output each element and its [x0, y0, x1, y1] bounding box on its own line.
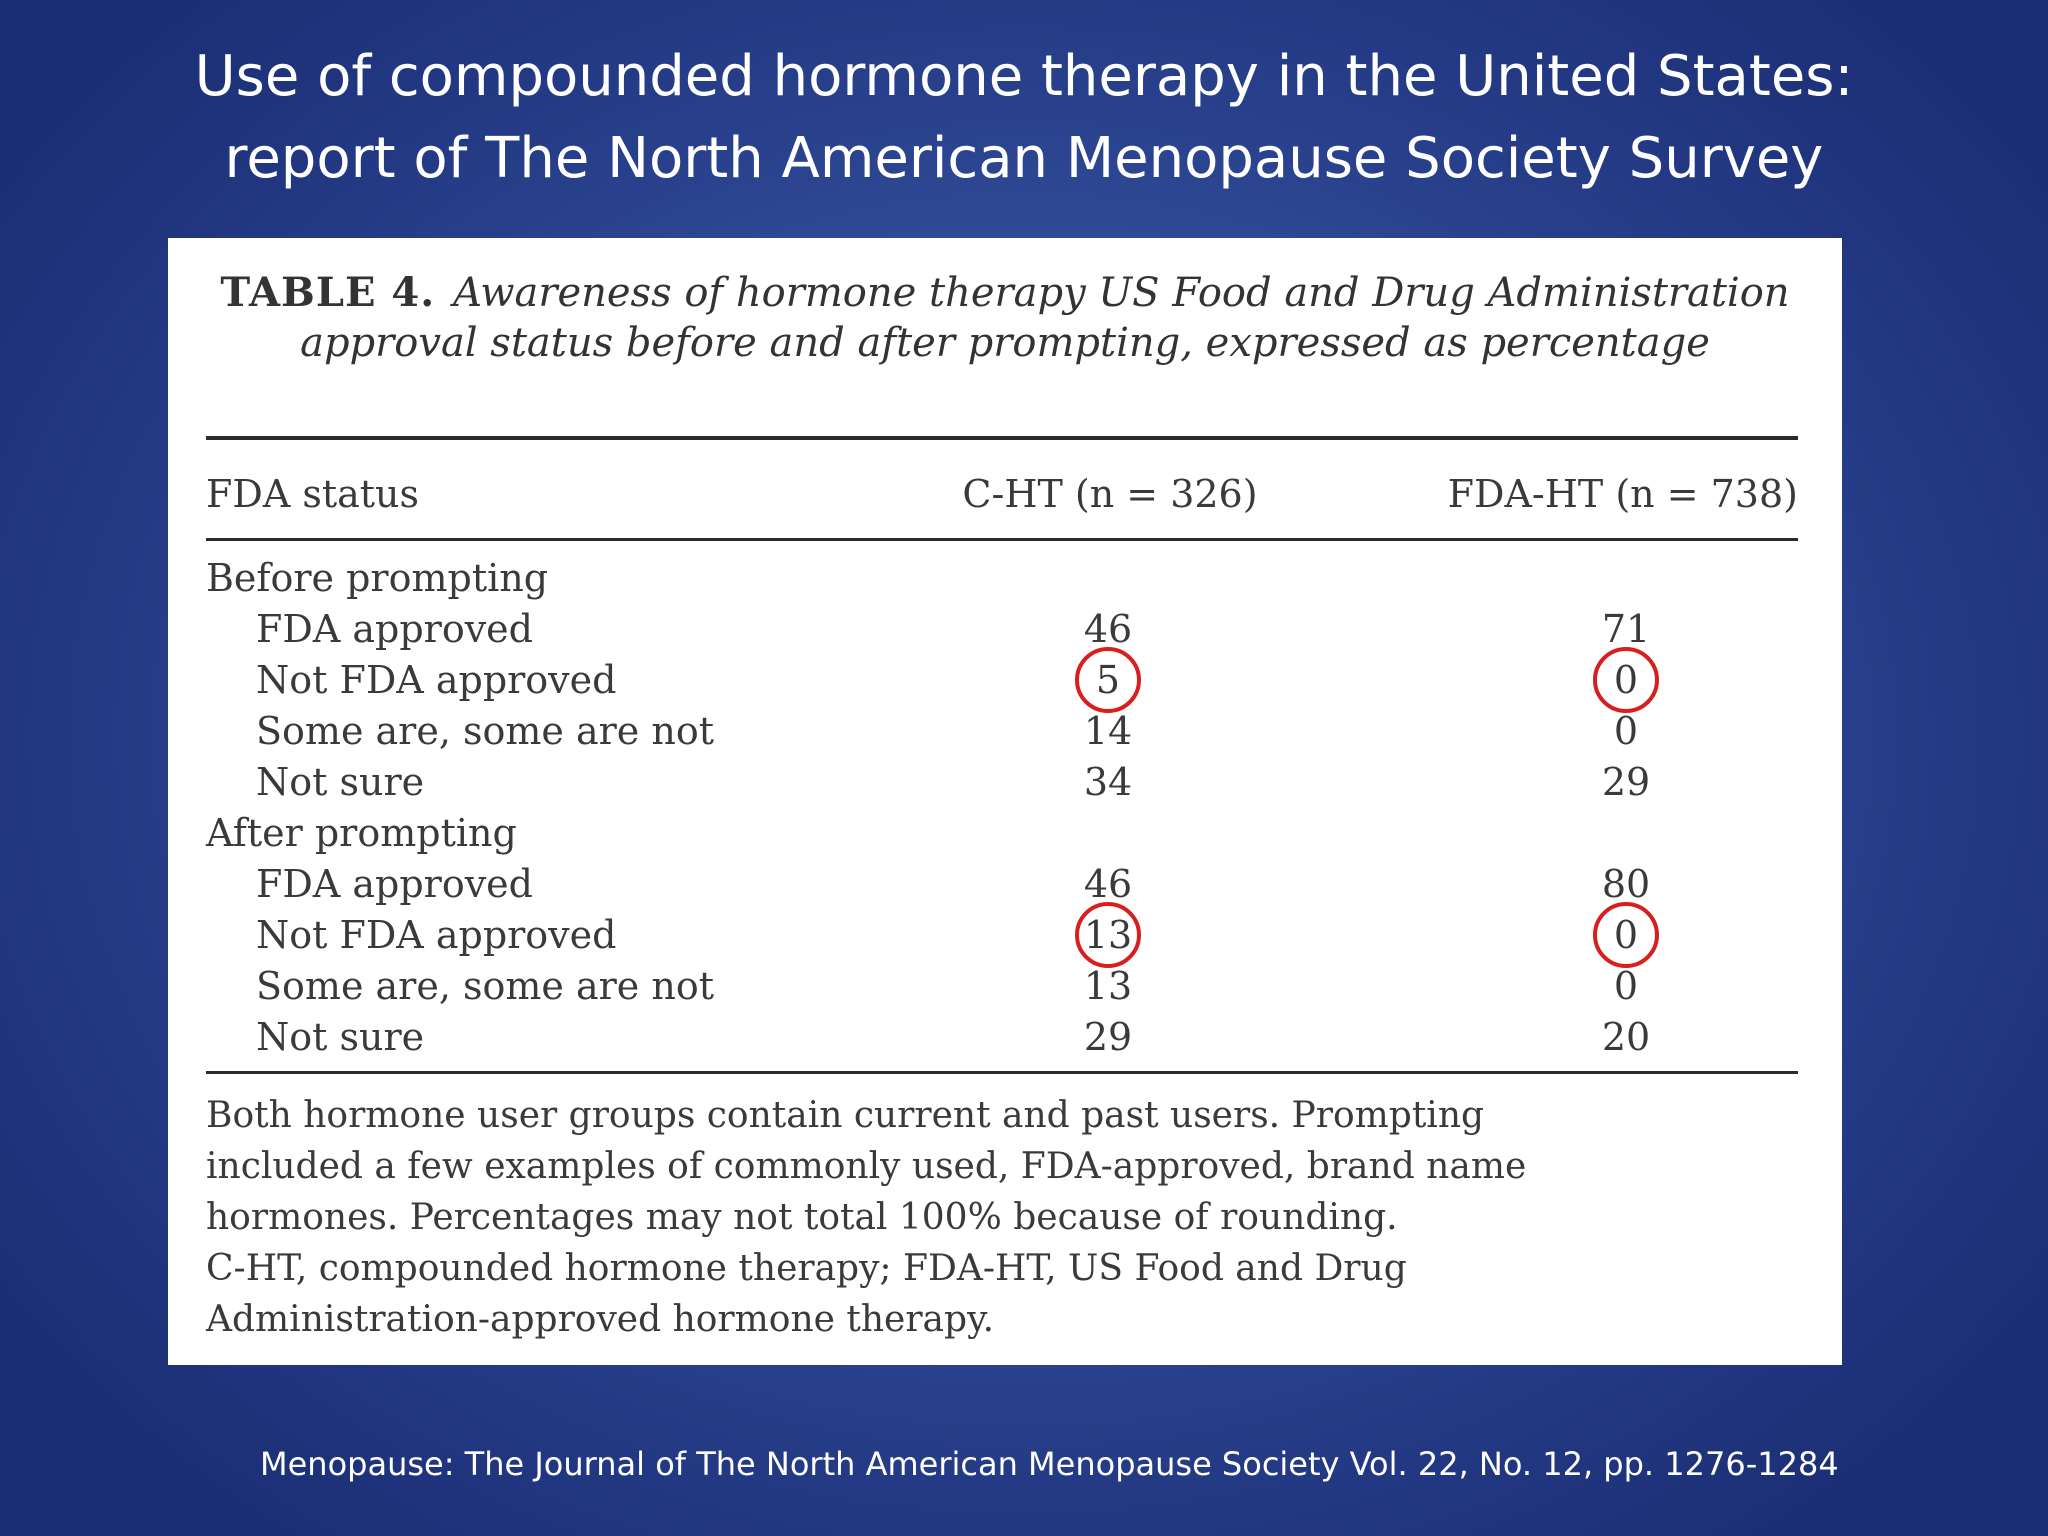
cell-fdaht: 0 [1613, 964, 1639, 1008]
table-row [168, 859, 1842, 910]
row-label: Not FDA approved [256, 913, 617, 957]
row-label: FDA approved [256, 862, 533, 906]
table-caption [208, 268, 1802, 368]
cell-cht: 5 [1095, 658, 1121, 702]
cell-fdaht: 80 [1601, 862, 1651, 906]
table-footnote [206, 1090, 1806, 1345]
citation: Menopause: The Journal of The North American Menopause Society Vol. 22, No. 12, pp. 1276-1284 [260, 1445, 1839, 1483]
cell-fdaht: 0 [1613, 658, 1639, 702]
table-row [168, 910, 1842, 961]
cell-fdaht: 20 [1601, 1015, 1651, 1059]
table-row [168, 655, 1842, 706]
table-caption-text: Awareness of hormone therapy US Food and Drug Administration approval status before and after prompting, expressed as percentage [300, 270, 1790, 366]
highlight-circle [1075, 902, 1141, 968]
section-heading [168, 808, 1842, 859]
header-fdaht: FDA-HT (n = 738) [1447, 472, 1798, 516]
row-label: Not sure [256, 760, 425, 804]
table-label: TABLE 4. [220, 269, 436, 316]
section-heading [168, 553, 1842, 604]
row-label: Some are, some are not [256, 709, 714, 753]
row-label: FDA approved [256, 607, 533, 651]
cell-fdaht: 29 [1601, 760, 1651, 804]
top-rule [206, 436, 1798, 440]
section-heading-label: After prompting [206, 811, 517, 855]
header-rule [206, 538, 1798, 541]
row-label: Not FDA approved [256, 658, 617, 702]
slide-title [0, 36, 2048, 200]
table-row [168, 706, 1842, 757]
header-fda-status: FDA status [206, 472, 420, 516]
table-row [168, 961, 1842, 1012]
cell-fdaht: 0 [1613, 913, 1639, 957]
table-row [168, 1012, 1842, 1063]
footnote-line: Administration-approved hormone therapy. [206, 1299, 995, 1340]
table-image [168, 238, 1842, 1365]
cell-fdaht: 71 [1601, 607, 1651, 651]
cell-cht: 14 [1083, 709, 1133, 753]
table-row [168, 757, 1842, 808]
header-cht: C-HT (n = 326) [962, 472, 1258, 516]
table-row [168, 604, 1842, 655]
footnote-line: hormones. Percentages may not total 100% because of rounding. [206, 1197, 1398, 1238]
cell-cht: 46 [1083, 862, 1133, 906]
footnote-line: C-HT, compounded hormone therapy; FDA-HT, US Food and Drug [206, 1248, 1407, 1289]
highlight-circle [1593, 902, 1659, 968]
highlight-circle [1075, 647, 1141, 713]
cell-cht: 34 [1083, 760, 1133, 804]
section-heading-label: Before prompting [206, 556, 549, 600]
cell-cht: 29 [1083, 1015, 1133, 1059]
slide-title-line-2: report of The North American Menopause Society Survey [224, 126, 1824, 191]
cell-cht: 46 [1083, 607, 1133, 651]
row-label: Some are, some are not [256, 964, 714, 1008]
highlight-circle [1593, 647, 1659, 713]
footnote-line: Both hormone user groups contain current and past users. Prompting [206, 1095, 1485, 1136]
cell-cht: 13 [1083, 964, 1133, 1008]
footnote-line: included a few examples of commonly used, FDA-approved, brand name [206, 1146, 1527, 1187]
cell-fdaht: 0 [1613, 709, 1639, 753]
bottom-rule [206, 1071, 1798, 1074]
cell-cht: 13 [1083, 913, 1133, 957]
row-label: Not sure [256, 1015, 425, 1059]
slide-title-line-1: Use of compounded hormone therapy in the United States: [194, 44, 1854, 109]
